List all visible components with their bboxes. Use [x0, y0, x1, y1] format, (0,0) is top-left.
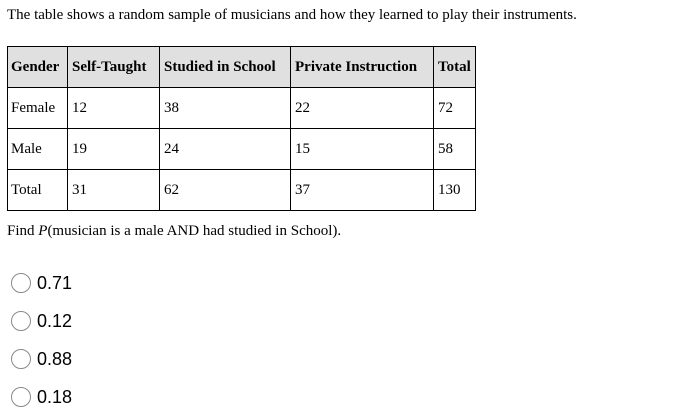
table-cell: 58 [434, 129, 476, 170]
header-private-instruction: Private Instruction [291, 47, 434, 88]
table-cell: 12 [68, 88, 160, 129]
table-cell: 15 [291, 129, 434, 170]
option-label: 0.71 [37, 272, 73, 293]
musicians-table [7, 46, 476, 211]
table-cell: 19 [68, 129, 160, 170]
table-cell: Male [8, 129, 68, 170]
table-cell: 62 [160, 170, 291, 211]
table-row [8, 88, 476, 129]
table-cell: 22 [291, 88, 434, 129]
table-cell: 24 [160, 129, 291, 170]
answer-option-3[interactable] [11, 340, 72, 378]
table-cell: 38 [160, 88, 291, 129]
header-studied-in-school: Studied in School [160, 47, 291, 88]
table-cell: Female [8, 88, 68, 129]
table-row [8, 170, 476, 211]
table-cell: 72 [434, 88, 476, 129]
option-label: 0.12 [37, 310, 73, 331]
probability-symbol: P [38, 223, 48, 239]
table-cell: 37 [291, 170, 434, 211]
header-total: Total [434, 47, 476, 88]
question-prefix: Find [7, 223, 39, 239]
answer-option-2[interactable] [11, 302, 72, 340]
table-cell: Total [8, 170, 68, 211]
table-row [8, 129, 476, 170]
answer-options [11, 264, 72, 416]
intro-text: The table shows a random sample of musicians and how they learned to play their instruments. [7, 7, 577, 23]
answer-option-1[interactable] [11, 264, 72, 302]
radio-button[interactable] [11, 311, 31, 331]
table-cell: 130 [434, 170, 476, 211]
option-label: 0.18 [37, 386, 73, 407]
table-cell: 31 [68, 170, 160, 211]
table-header-row [8, 47, 476, 88]
question-text [7, 223, 341, 240]
header-self-taught: Self-Taught [68, 47, 160, 88]
radio-button[interactable] [11, 387, 31, 407]
radio-button[interactable] [11, 349, 31, 369]
header-gender: Gender [8, 47, 68, 88]
answer-option-4[interactable] [11, 378, 72, 416]
radio-button[interactable] [11, 273, 31, 293]
option-label: 0.88 [37, 348, 73, 369]
question-body: (musician is a male AND had studied in School). [47, 223, 342, 239]
